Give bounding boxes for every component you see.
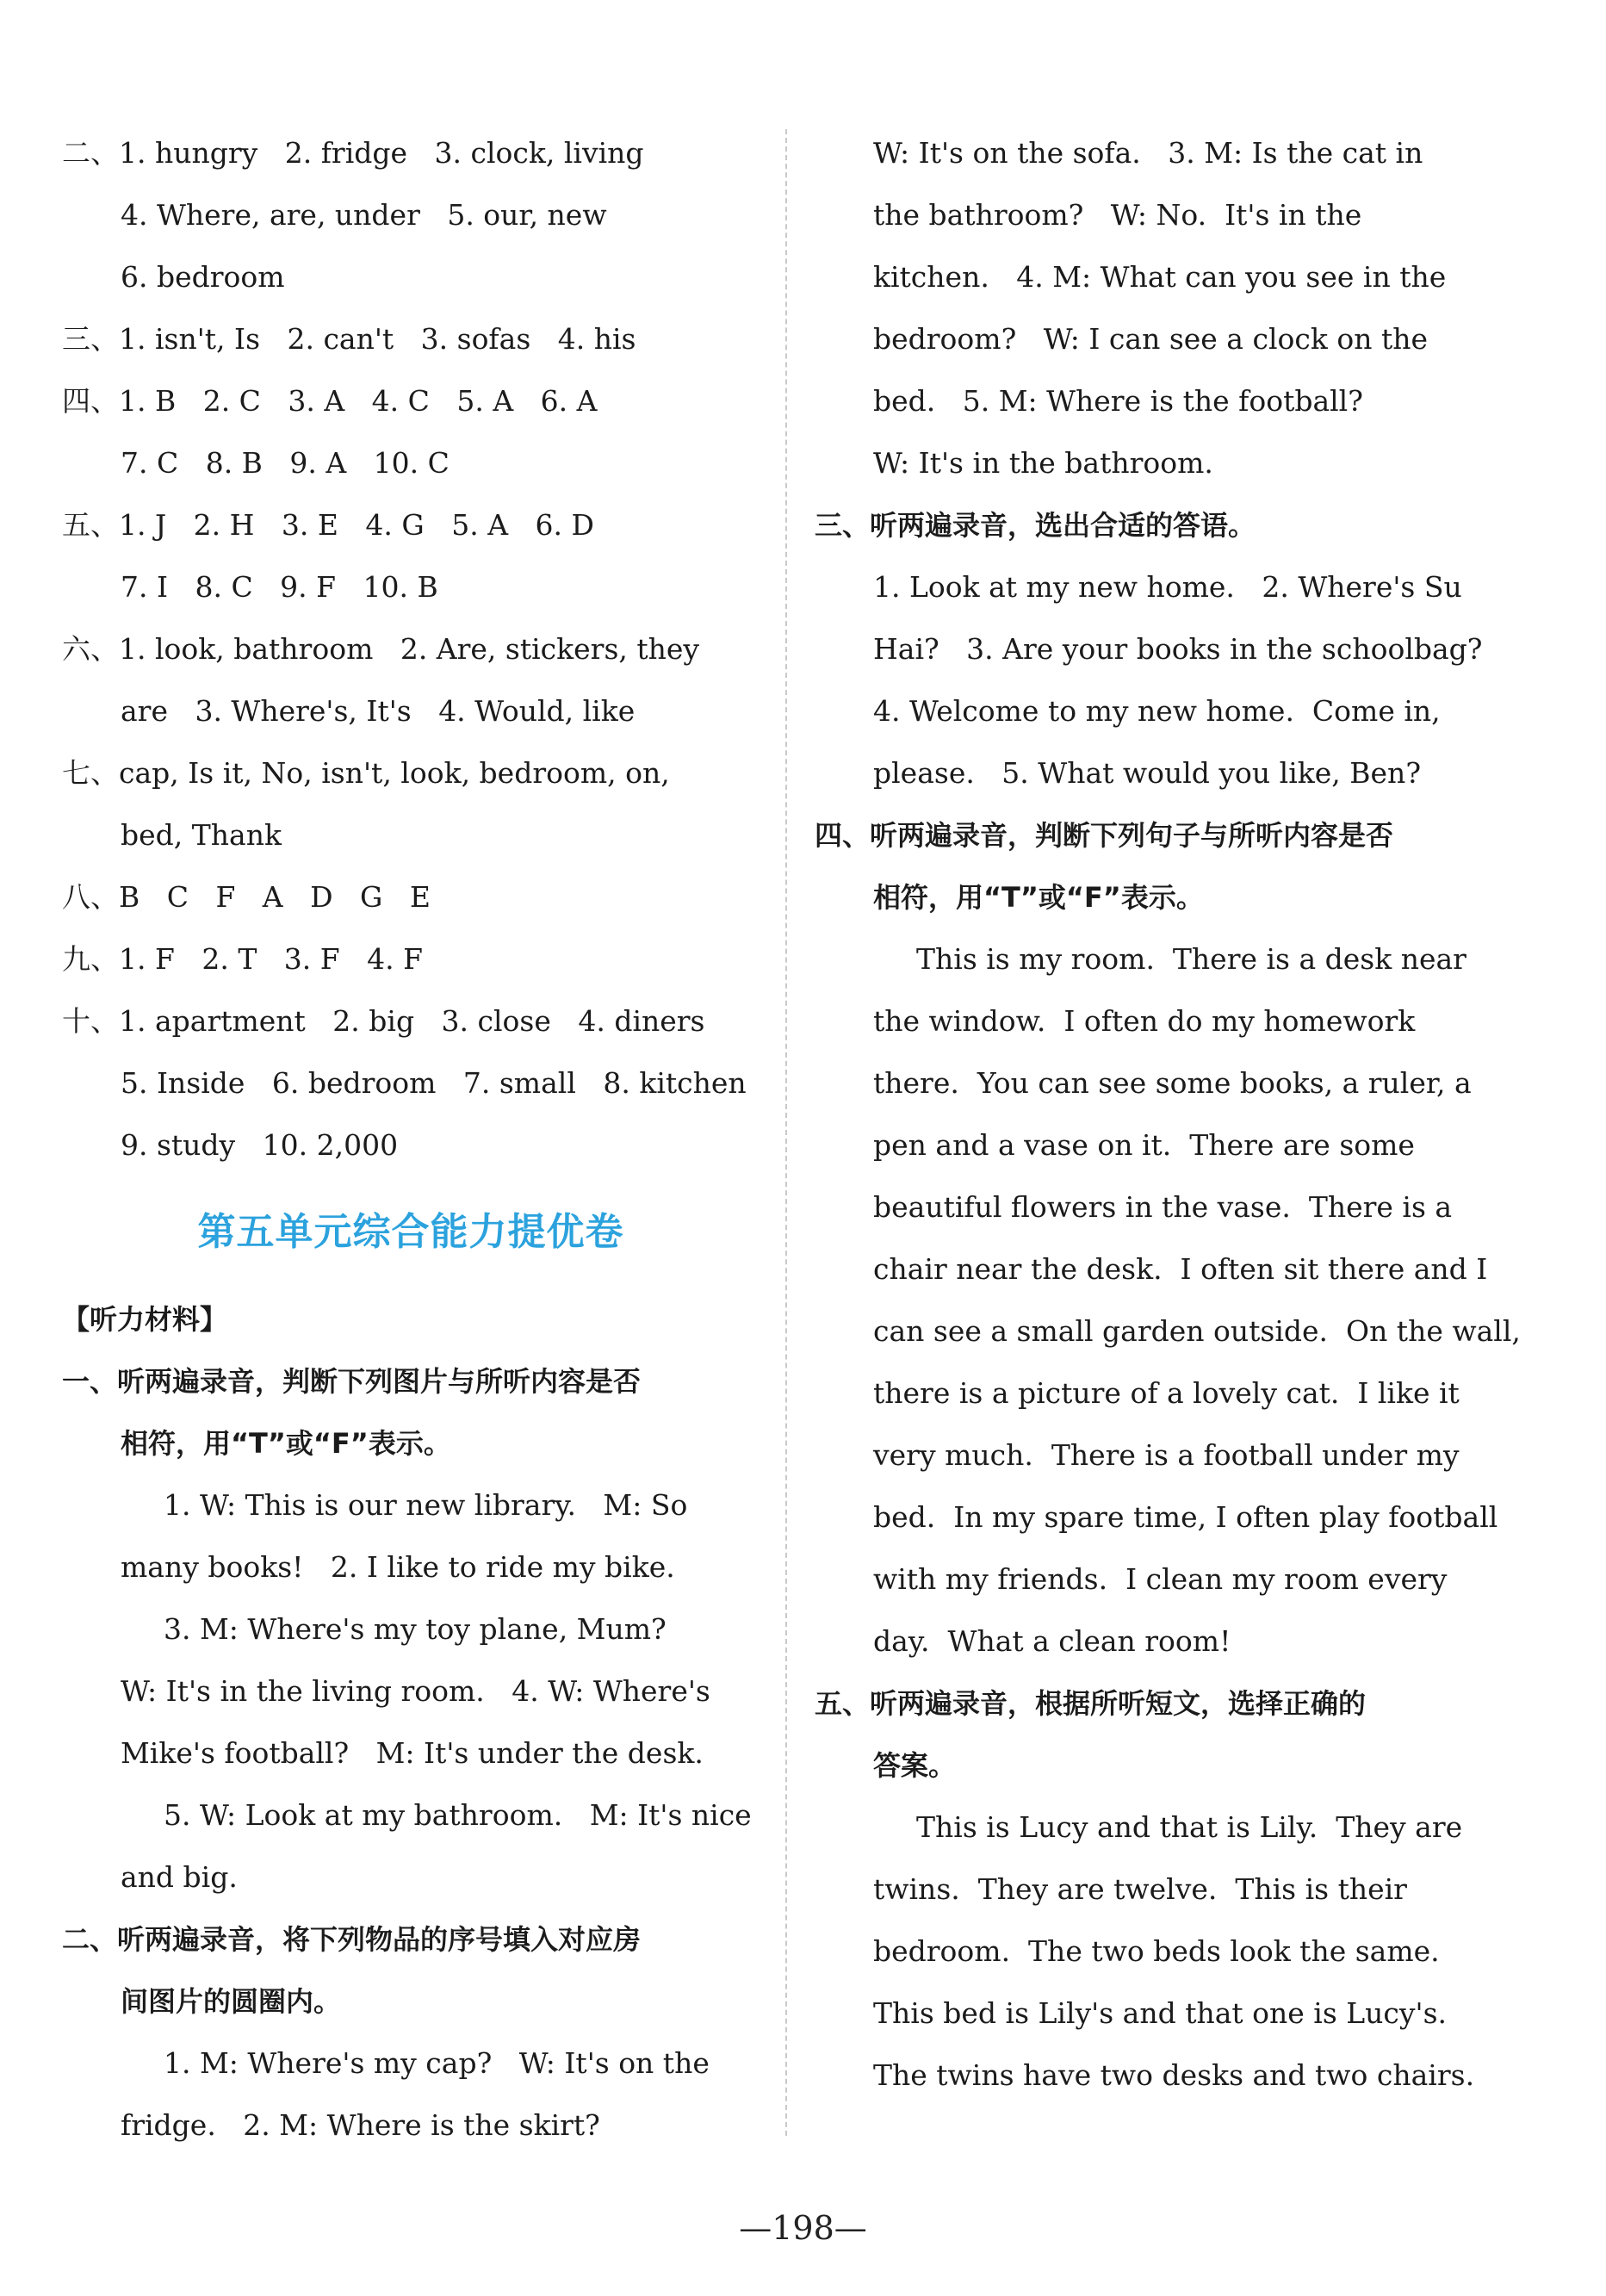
right-column	[815, 122, 1521, 2107]
section-heading: 五、听两遍录音，根据所听短文，选择正确的	[815, 1687, 1367, 1720]
text-line: the window. I often do my homework	[873, 1004, 1416, 1038]
column-divider	[785, 129, 787, 2136]
text-line: day. What a clean room!	[873, 1624, 1231, 1658]
text-line: This bed is Lily's and that one is Lucy's.	[873, 1996, 1448, 2030]
text-line: The twins have two desks and two chairs.	[873, 2058, 1475, 2092]
text-line: 三、1. isn't, Is 2. can't 3. sofas 4. his	[62, 322, 636, 356]
text-line: 5. Inside 6. bedroom 7. small 8. kitchen	[121, 1066, 747, 1100]
text-line: bed, Thank	[121, 818, 282, 852]
text-line: 4. Welcome to my new home. Come in,	[873, 694, 1441, 728]
text-line: W: It's in the living room. 4. W: Where's	[121, 1674, 710, 1708]
text-line: 十、1. apartment 2. big 3. close 4. diners	[62, 1004, 705, 1038]
text-line: there. You can see some books, a ruler, a	[873, 1066, 1472, 1100]
page-number: —198—	[739, 2209, 867, 2247]
text-line: This is Lucy and that is Lily. They are	[916, 1810, 1463, 1844]
text-line: 六、1. look, bathroom 2. Are, stickers, they	[62, 632, 700, 666]
text-line: 6. bedroom	[121, 260, 285, 294]
text-line: very much. There is a football under my	[873, 1438, 1460, 1472]
text-line: 7. C 8. B 9. A 10. C	[121, 446, 450, 480]
text-line: 二、1. hungry 2. fridge 3. clock, living	[62, 136, 644, 170]
left-column	[62, 122, 760, 2156]
text-line: W: It's on the sofa. 3. M: Is the cat in	[873, 136, 1423, 170]
section-heading: 相符，用“T”或“F”表示。	[873, 881, 1204, 914]
text-line: 1. W: This is our new library. M: So	[164, 1488, 688, 1522]
section-heading: 三、听两遍录音，选出合适的答语。	[815, 509, 1256, 542]
text-line: 1. Look at my new home. 2. Where's Su	[873, 570, 1462, 604]
text-line: This is my room. There is a desk near	[916, 942, 1466, 976]
text-line: bed. In my spare time, I often play football	[873, 1500, 1498, 1534]
section-heading: 一、听两遍录音，判断下列图片与所听内容是否	[62, 1365, 642, 1398]
text-line: W: It's in the bathroom.	[873, 446, 1213, 480]
text-line: please. 5. What would you like, Ben?	[873, 756, 1422, 790]
text-line: 1. M: Where's my cap? W: It's on the	[164, 2046, 710, 2080]
text-line: twins. They are twelve. This is their	[873, 1872, 1407, 1906]
section-heading: 四、听两遍录音，判断下列句子与所听内容是否	[815, 819, 1394, 852]
text-line: pen and a vase on it. There are some	[873, 1128, 1415, 1162]
text-line: Mike's football? M: It's under the desk.	[121, 1736, 704, 1770]
text-line: kitchen. 4. M: What can you see in the	[873, 260, 1447, 294]
text-line: 4. Where, are, under 5. our, new	[121, 198, 607, 232]
text-line: 七、cap, Is it, No, isn't, look, bedroom, on,	[62, 756, 670, 790]
section-heading: 二、听两遍录音，将下列物品的序号填入对应房	[62, 1923, 642, 1956]
text-line: 3. M: Where's my toy plane, Mum?	[164, 1612, 667, 1646]
text-line: bedroom? W: I can see a clock on the	[873, 322, 1428, 356]
text-line: 四、1. B 2. C 3. A 4. C 5. A 6. A	[62, 384, 598, 418]
text-line: are 3. Where's, It's 4. Would, like	[121, 694, 636, 728]
text-line: 八、B C F A D G E	[62, 880, 431, 914]
section-heading: 相符，用“T”或“F”表示。	[121, 1427, 451, 1460]
section-heading: 【听力材料】	[62, 1303, 228, 1336]
text-line: there is a picture of a lovely cat. I like it	[873, 1376, 1460, 1410]
section-heading: 间图片的圆圈内。	[121, 1985, 342, 2018]
text-line: can see a small garden outside. On the wall,	[873, 1314, 1521, 1348]
text-line: bed. 5. M: Where is the football?	[873, 384, 1363, 418]
text-line: 九、1. F 2. T 3. F 4. F	[62, 942, 424, 976]
section-title: 第五单元综合能力提优卷	[197, 1210, 624, 1254]
text-line: beautiful flowers in the vase. There is a	[873, 1190, 1453, 1224]
text-line: fridge. 2. M: Where is the skirt?	[121, 2108, 600, 2142]
text-line: with my friends. I clean my room every	[873, 1562, 1448, 1596]
text-line: the bathroom? W: No. It's in the	[873, 198, 1362, 232]
text-line: 9. study 10. 2,000	[121, 1128, 399, 1162]
text-line: 5. W: Look at my bathroom. M: It's nice	[164, 1798, 752, 1832]
text-line: bedroom. The two beds look the same.	[873, 1934, 1440, 1968]
text-line: 7. I 8. C 9. F 10. B	[121, 570, 438, 604]
text-line: and big.	[121, 1860, 238, 1894]
text-line: many books! 2. I like to ride my bike.	[121, 1550, 675, 1584]
text-line: Hai? 3. Are your books in the schoolbag?	[873, 632, 1483, 666]
text-line: 五、1. J 2. H 3. E 4. G 5. A 6. D	[62, 508, 594, 542]
section-heading: 答案。	[873, 1749, 957, 1782]
text-line: chair near the desk. I often sit there and I	[873, 1252, 1488, 1286]
